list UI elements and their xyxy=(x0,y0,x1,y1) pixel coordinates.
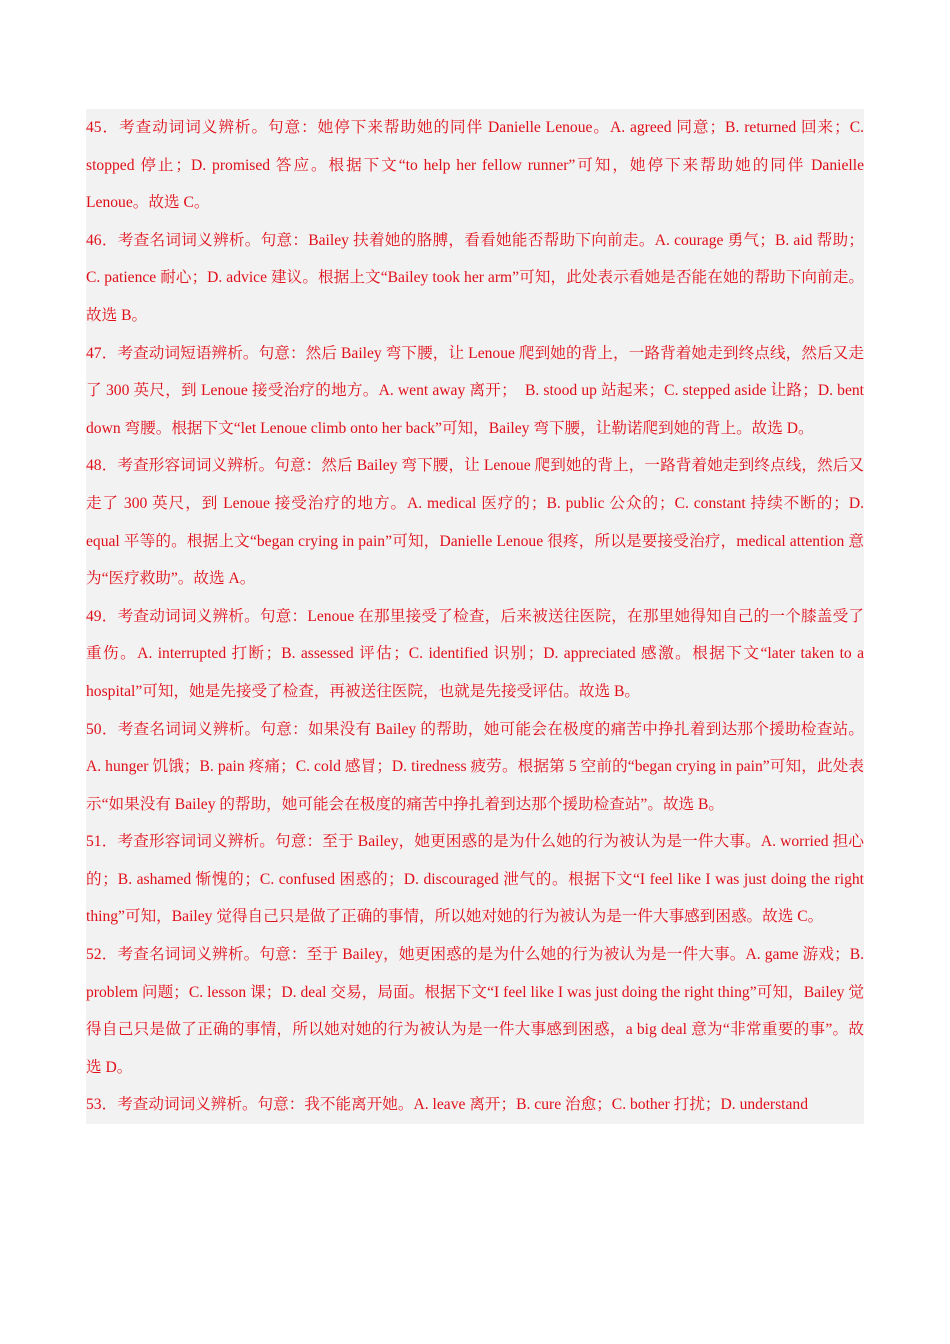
explanation-47: 47．考查动词短语辨析。句意：然后 Bailey 弯下腰，让 Lenoue 爬到她的背上，一路背着她走到终点线，然后又走了 300 英尺，到 Lenoue 接受治疗的地方。A. went away 离开； B. stood up 站起来；C. stepped aside 让路；D. bent down 弯腰。根据下文“let Lenoue climb onto her back”可知，Bailey 弯下腰，让勒诺爬到她的背上。故选 D。 xyxy=(86,344,864,437)
explanation-51: 51．考查形容词词义辨析。句意：至于 Bailey，她更困惑的是为什么她的行为被认为是一件大事。A. worried 担心的；B. ashamed 惭愧的；C. confused 困惑的；D. discouraged 泄气的。根据下文“I feel like I was just doing the right thing”可知，Bailey 觉得自己只是做了正确的事情，所以她对她的行为被认为是一件大事感到困惑。故选 C。 xyxy=(86,833,864,926)
explanation-48: 48．考查形容词词义辨析。句意：然后 Bailey 弯下腰，让 Lenoue 爬到她的背上，一路背着她走到终点线，然后又走了 300 英尺，到 Lenoue 接受治疗的地方。A. medical 医疗的；B. public 公众的；C. constant 持续不断的；D. equal 平等的。根据上文“began crying in pain”可知，Danielle Lenoue 很疼，所以是要接受治疗，medical attention 意为“医疗救助”。故选 A。 xyxy=(86,457,864,588)
explanation-53: 53．考查动词词义辨析。句意：我不能离开她。A. leave 离开；B. cure 治愈；C. bother 打扰；D. understand xyxy=(86,1096,809,1114)
explanation-50: 50．考查名词词义辨析。句意：如果没有 Bailey 的帮助，她可能会在极度的痛苦中挣扎着到达那个援助检查站。A. hunger 饥饿；B. pain 疼痛；C. cold 感冒；D. tiredness 疲劳。根据第 5 空前的“began crying in pain”可知，此处表示“如果没有 Bailey 的帮助，她可能会在极度的痛苦中挣扎着到达那个援助检查站”。故选 B。 xyxy=(86,720,864,813)
explanation-52: 52．考查名词词义辨析。句意：至于 Bailey，她更困惑的是为什么她的行为被认为是一件大事。A. game 游戏；B. problem 问题；C. lesson 课；D. deal 交易，局面。根据下文“I feel like I was just doing the right thing”可知，Bailey 觉得自己只是做了正确的事情，所以她对她的行为被认为是一件大事感到困惑，a big deal 意为“非常重要的事”。故选 D。 xyxy=(86,946,864,1076)
explanation-49: 49．考查动词词义辨析。句意：Lenoue 在那里接受了检查，后来被送往医院，在那里她得知自己的一个膝盖受了重伤。A. interrupted 打断；B. assessed 评估；C. identified 识别；D. appreciated 感激。根据下文“later taken to a hospital”可知，她是先接受了检查，再被送往医院，也就是先接受评估。故选 B。 xyxy=(86,607,864,700)
explanation-45: 45．考查动词词义辨析。句意：她停下来帮助她的同伴 Danielle Lenoue。A. agreed 同意；B. returned 回来；C. stopped 停止；D. promised 答应。根据下文“to help her fellow runner”可知，她停下来帮助她的同伴 Danielle Lenoue。故选 C。 xyxy=(86,119,864,212)
explanation-46: 46．考查名词词义辨析。句意：Bailey 扶着她的胳膊，看看她能否帮助下向前走。A. courage 勇气；B. aid 帮助；C. patience 耐心；D. advice 建议。根据上文“Bailey took her arm”可知，此处表示看她是否能在她的帮助下向前走。故选 B。 xyxy=(86,231,864,324)
answer-explanations xyxy=(86,109,864,1124)
